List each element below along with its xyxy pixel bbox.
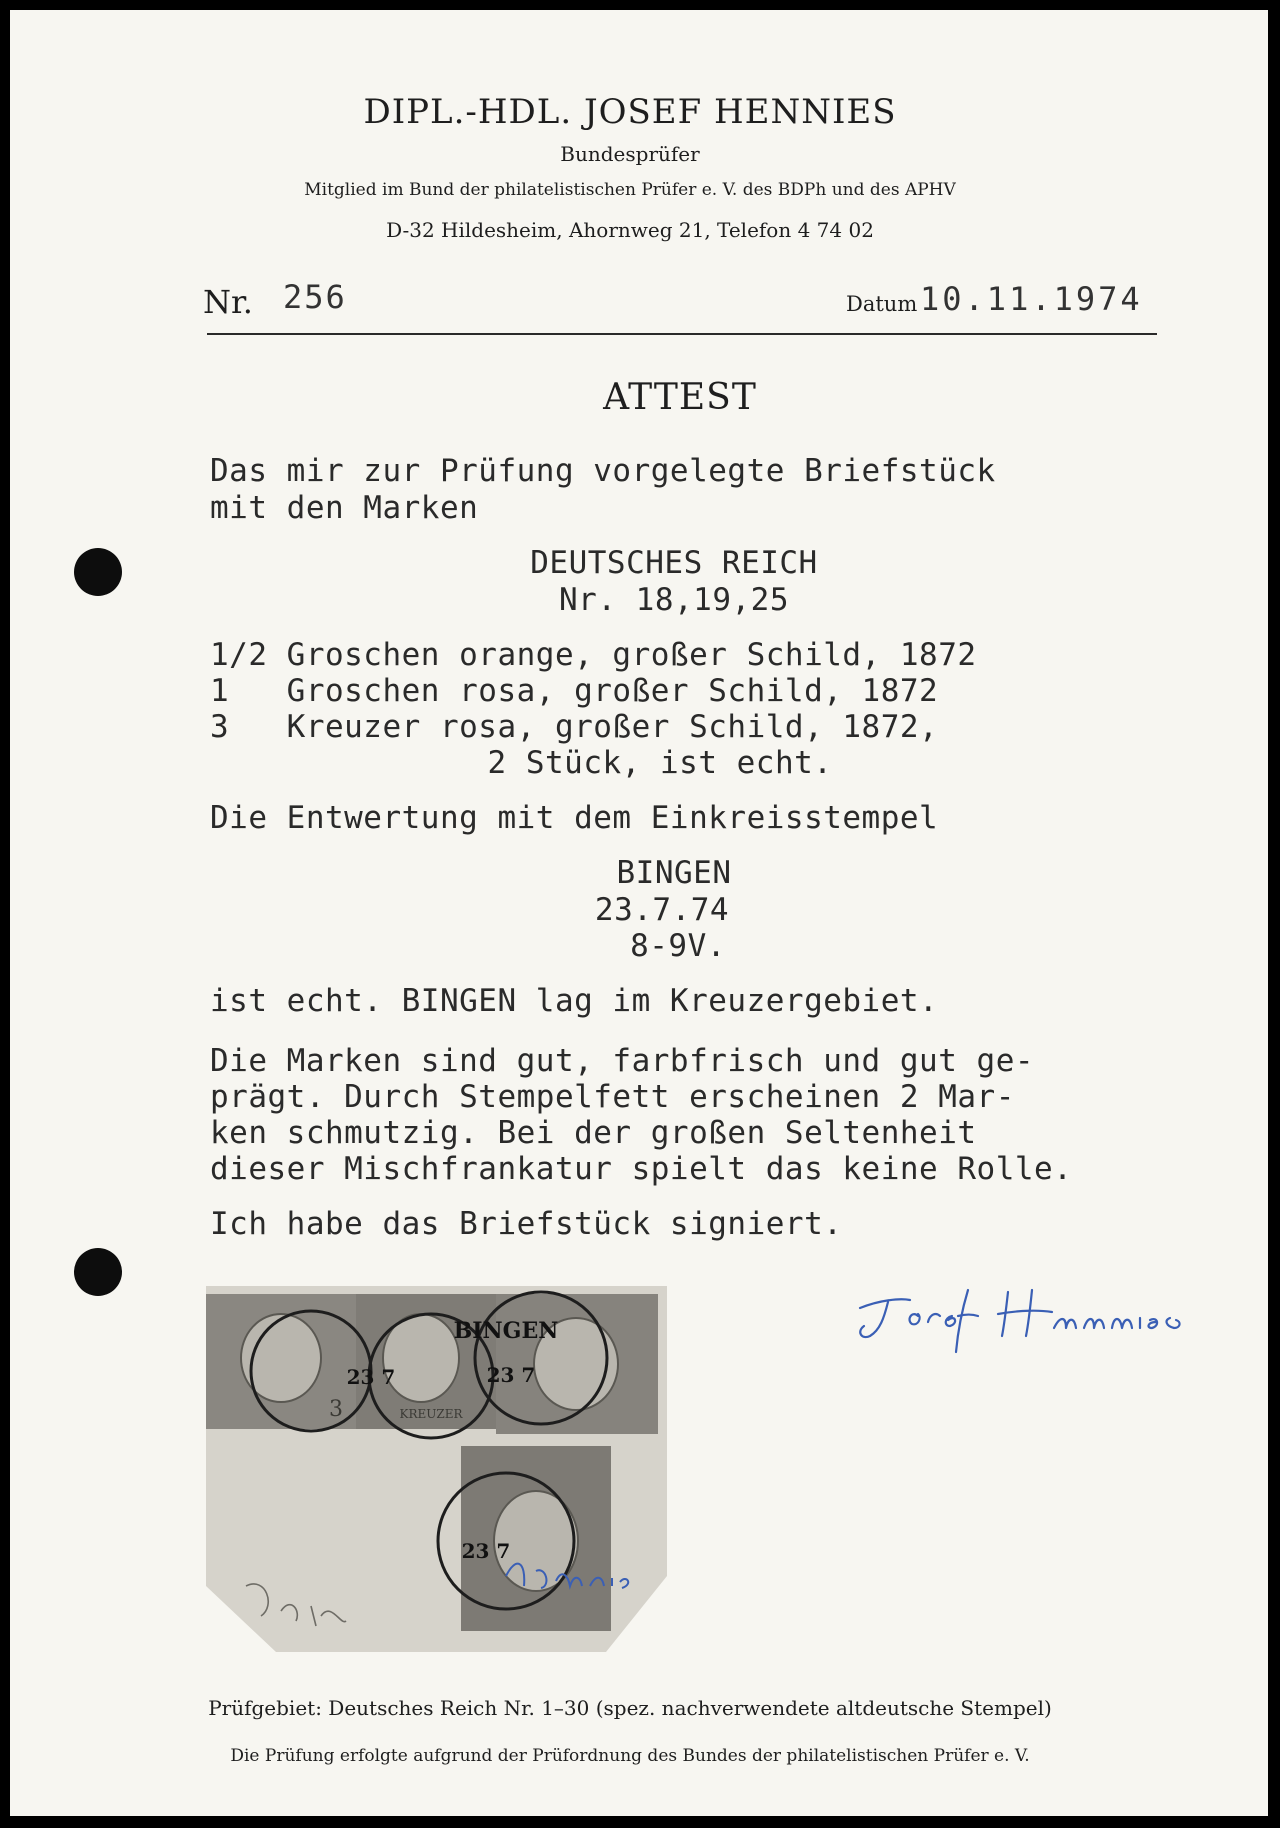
date-label: Datum <box>846 292 918 316</box>
stamp-line-1: 1/2 Groschen orange, großer Schild, 1872 <box>210 637 977 673</box>
document-title: ATTEST <box>603 377 757 418</box>
postmark-date-1: 23 7 <box>486 1363 536 1387</box>
stamp-kreuzer-label: KREUZER <box>399 1407 463 1421</box>
postmark-place: BINGEN <box>453 1318 559 1344</box>
intro-line-2: mit den Marken <box>210 490 479 526</box>
examiner-address: D-32 Hildesheim, Ahornweg 21, Telefon 4 74 02 <box>386 218 874 242</box>
examiner-name: DIPL.-HDL. JOSEF HENNIES <box>363 92 897 132</box>
header-divider <box>207 333 1157 335</box>
footer-basis: Die Prüfung erfolgte aufgrund der Prüfordnung des Bundes der philatelistischen Prüfer e. V. <box>230 1746 1030 1766</box>
condition-line-2: prägt. Durch Stempelfett erscheinen 2 Mar- <box>210 1079 1015 1115</box>
cancel-result: ist echt. BINGEN lag im Kreuzergebiet. <box>210 983 939 1019</box>
examiner-signature <box>840 1270 1240 1360</box>
condition-line-1: Die Marken sind gut, farbfrisch und gut ge- <box>210 1043 1035 1079</box>
intro-line-1: Das mir zur Prüfung vorgelegte Briefstück <box>210 453 996 489</box>
footer-scope: Prüfgebiet: Deutsches Reich Nr. 1–30 (spez. nachverwendete altdeutsche Stempel) <box>208 1696 1052 1720</box>
cancel-place: BINGEN <box>616 855 732 891</box>
cancel-time: 8-9V. <box>630 928 726 964</box>
certificate-date: 10.11.1974 <box>920 280 1143 318</box>
catalog-numbers: Nr. 18,19,25 <box>559 582 789 618</box>
stamp-line-3: 3 Kreuzer rosa, großer Schild, 1872, <box>210 709 939 745</box>
certificate-sheet <box>10 10 1268 1816</box>
examiner-role: Bundesprüfer <box>560 142 700 166</box>
cancel-date: 23.7.74 <box>594 892 730 928</box>
signed-note: Ich habe das Briefstück signiert. <box>210 1206 843 1242</box>
stamp-piece-photo <box>206 1286 667 1652</box>
cancel-intro: Die Entwertung mit dem Einkreisstempel <box>210 800 939 836</box>
punch-hole-top <box>74 548 122 596</box>
postmark-date-2: 23 7 <box>461 1539 511 1563</box>
stamp-denomination: 3 <box>329 1397 343 1422</box>
number-label: Nr. <box>203 283 253 321</box>
postmark-date-3: 23 7 <box>346 1365 396 1389</box>
condition-line-4: dieser Mischfrankatur spielt das keine Rolle. <box>210 1151 1073 1187</box>
examiner-membership: Mitglied im Bund der philatelistischen Prüfer e. V. des BDPh und des APHV <box>304 180 956 200</box>
country-line: DEUTSCHES REICH <box>530 545 818 581</box>
stamp-count: 2 Stück, ist echt. <box>487 745 833 781</box>
condition-line-3: ken schmutzig. Bei der großen Seltenheit <box>210 1115 977 1151</box>
certificate-number: 256 <box>283 278 347 316</box>
punch-hole-bottom <box>74 1248 122 1296</box>
stamp-line-2: 1 Groschen rosa, großer Schild, 1872 <box>210 673 939 709</box>
